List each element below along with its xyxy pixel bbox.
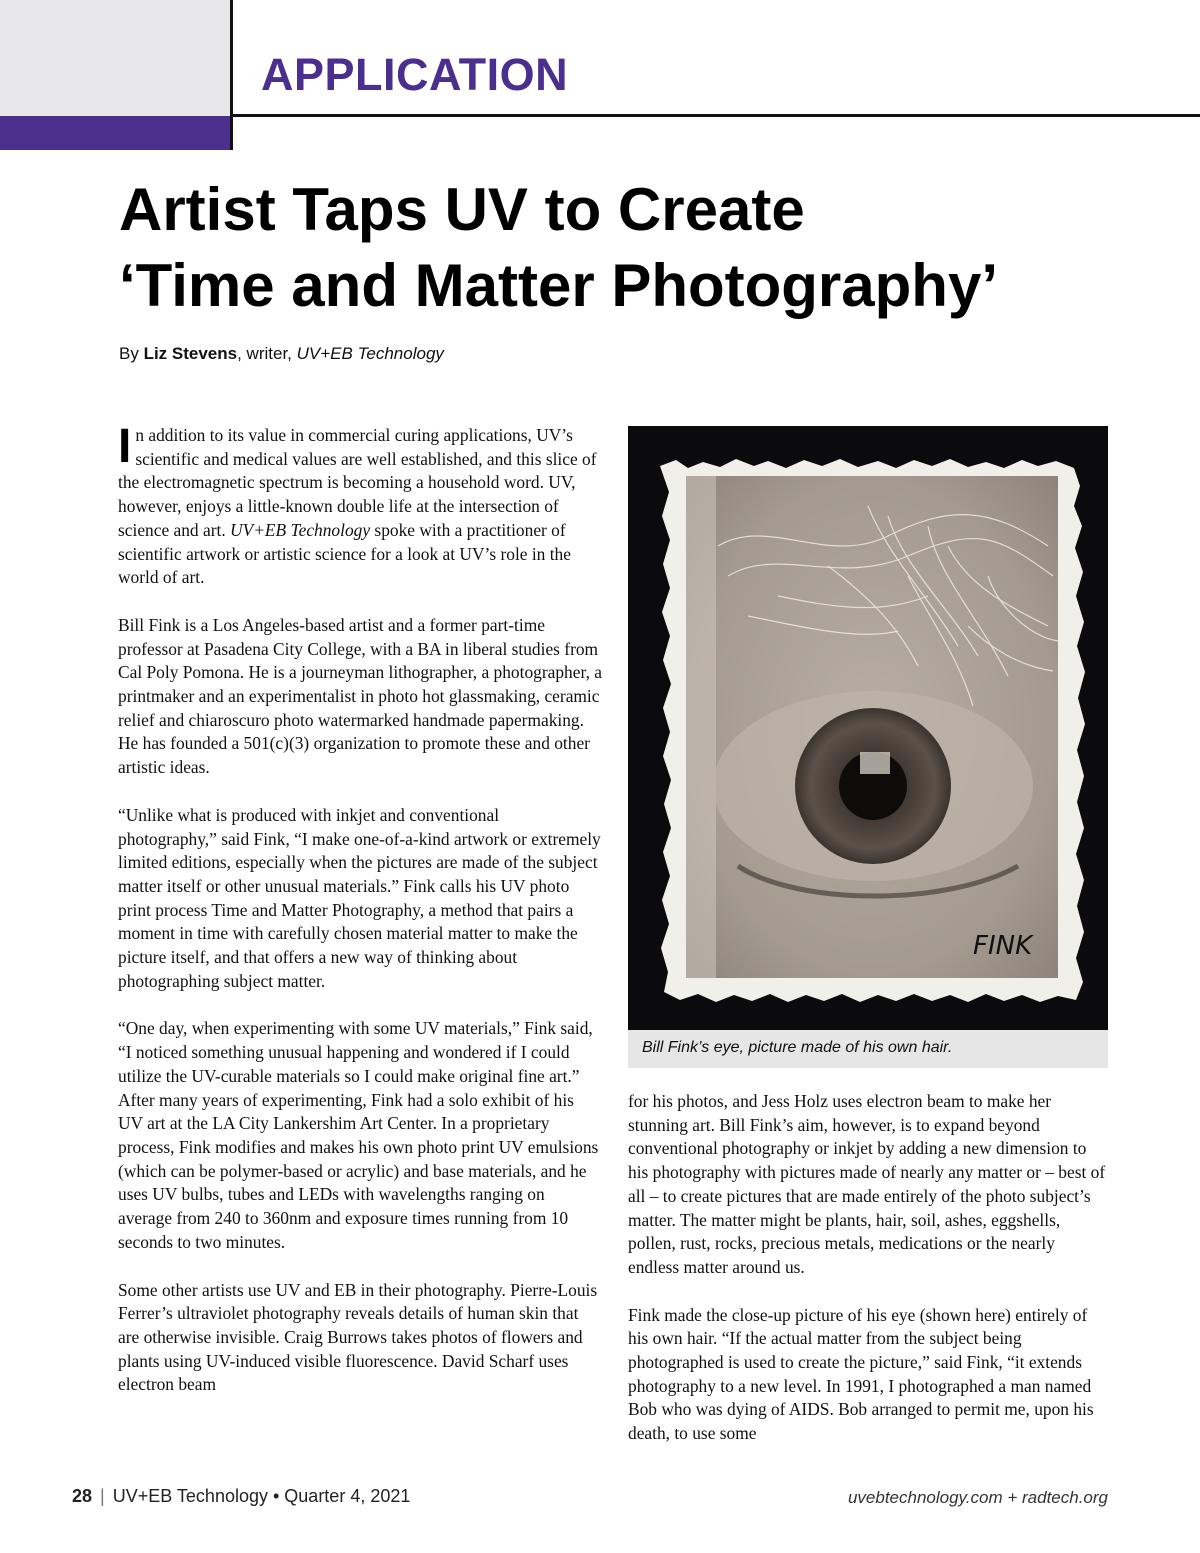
section-label: APPLICATION bbox=[261, 49, 569, 100]
paragraph-5: Some other artists use UV and EB in their photography. Pierre-Louis Ferrer’s ultraviolet photography reveals details of human skin that are otherwise invisible. Craig Burrows takes photos of flowers and plants using UV-induced visible fluorescence. David Scharf uses electron beam bbox=[118, 1279, 598, 1395]
headline-line-1: Artist Taps UV to Create bbox=[119, 176, 805, 243]
drop-cap: I bbox=[118, 420, 132, 473]
paragraph-1-text-a: n addition to its value in commercial curing applications, UV’s scientific and medical values are well established, and this slice of the electromagnetic spectrum is becoming a household word. UV, however, enjoys a little-known double life at the intersection of science and art. bbox=[118, 425, 597, 540]
footer-publication-info bbox=[72, 1486, 410, 1507]
header-vertical-rule bbox=[230, 0, 233, 150]
page-number: 28 bbox=[72, 1486, 93, 1506]
header-accent-bar bbox=[0, 116, 230, 150]
article-figure bbox=[628, 426, 1108, 1068]
byline-publication: UV+EB Technology bbox=[296, 344, 444, 363]
byline-role: , writer, bbox=[237, 344, 297, 363]
paragraph-3: “Unlike what is produced with inkjet and conventional photography,” said Fink, “I make one-of-a-kind artwork or extremely limited editions, especially when the pictures are made of the subject matter itself or other unusual materials.” Fink calls his UV photo print process Time and Matter Photography, a method that pairs a moment in time with carefully chosen material matter to make the picture itself, and that offers a new way of thinking about photographing subject matter. bbox=[118, 804, 601, 991]
article-column-right bbox=[628, 1090, 1108, 1470]
paragraph-1-publication: UV+EB Technology bbox=[230, 519, 371, 540]
paragraph-2: Bill Fink is a Los Angeles-based artist and a former part-time professor at Pasadena City College, with a BA in liberal studies from Cal Poly Pomona. He is a journeyman lithographer, a photographer, a printmaker and an experimentalist in photo hot glassmaking, ceramic relief and chiaroscuro photo watermarked handmade papermaking. He has founded a 501(c)(3) organization to promote these and other artistic ideas. bbox=[118, 614, 602, 778]
byline-prefix: By bbox=[119, 344, 144, 363]
header-grey-block bbox=[0, 0, 230, 116]
print-left-margin bbox=[686, 476, 716, 978]
byline bbox=[119, 344, 444, 364]
paragraph-6: for his photos, and Jess Holz uses electron beam to make her stunning art. Bill Fink’s aim, however, is to expand beyond conventional photography or inkjet by adding a new dimension to his photography with pictures made of nearly any matter or – best of all – to create pictures that are made entirely of the photo subject’s matter. The matter might be plants, hair, soil, ashes, eggshells, pollen, rust, rocks, precious metals, medications or the nearly endless matter around us. bbox=[628, 1091, 1106, 1277]
article-headline bbox=[119, 172, 1179, 324]
artist-signature: FINK bbox=[973, 931, 1033, 961]
article-column-left bbox=[118, 420, 602, 1421]
paragraph-1 bbox=[118, 420, 602, 590]
figure-caption: Bill Fink’s eye, picture made of his own hair. bbox=[628, 1030, 1108, 1068]
headline-line-2: ‘Time and Matter Photography’ bbox=[119, 252, 998, 319]
eye-reflection bbox=[860, 752, 890, 774]
eye-photo bbox=[628, 426, 1108, 1030]
paragraph-1-text-b: spoke with a practitioner of scientific artwork or artistic science for a look at UV’s role in the world of art. bbox=[118, 519, 571, 588]
header-horizontal-rule bbox=[230, 114, 1200, 117]
footer-publication: UV+EB Technology • Quarter 4, 2021 bbox=[112, 1486, 411, 1506]
paragraph-4: “One day, when experimenting with some UV materials,” Fink said, “I noticed something unusual happening and wondered if I could utilize the UV-curable materials so I could make original fine art.” After many years of experimenting, Fink had a solo exhibit of his UV art at the LA City Lankershim Art Center. In a proprietary process, Fink modifies and makes his own photo print UV emulsions (which can be polymer-based or acrylic) and base materials, and he uses UV bulbs, tubes and LEDs with wavelengths ranging on average from 240 to 360nm and exposure times running from 10 seconds to two minutes. bbox=[118, 1018, 599, 1252]
byline-author: Liz Stevens bbox=[143, 344, 238, 363]
footer-divider: | bbox=[100, 1486, 105, 1506]
footer-websites: uvebtechnology.com + radtech.org bbox=[847, 1488, 1108, 1507]
paragraph-7: Fink made the close-up picture of his eye (shown here) entirely of his own hair. “If the actual matter from the subject being photographed is used to create the picture,” said Fink, “it extends photography to a new level. In 1991, I photographed a man named Bob who was dying of AIDS. Bob arranged to permit me, upon his death, to use some bbox=[628, 1304, 1094, 1444]
